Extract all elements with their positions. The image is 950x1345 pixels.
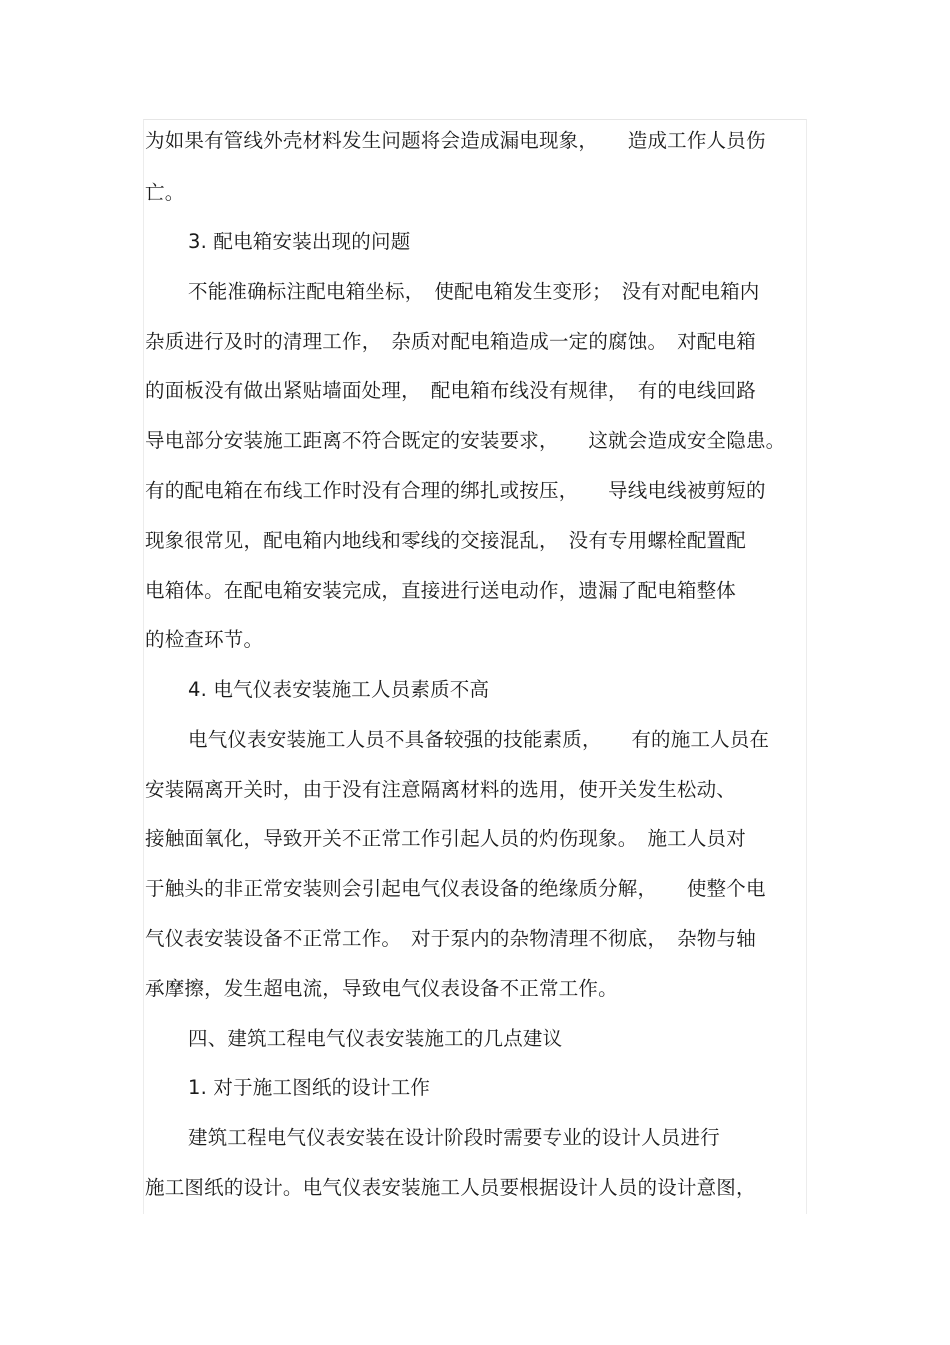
text-line: 有的配电箱在布线工作时没有合理的绑扎或按压， 导线电线被剪短的 — [145, 479, 766, 502]
text-line: 现象很常见，配电箱内地线和零线的交接混乱， 没有专用螺栓配置配 — [145, 529, 746, 552]
text-line: 的检查环节。 — [145, 628, 264, 651]
text-line: 承摩擦，发生超电流，导致电气仪表设备不正常工作。 — [145, 977, 618, 1000]
text-line: 建筑工程电气仪表安装在设计阶段时需要专业的设计人员进行 — [188, 1126, 720, 1149]
text-line: 气仪表安装设备不正常工作。 对于泵内的杂物清理不彻底， 杂物与轴 — [145, 927, 756, 950]
text-line: 亡。 — [145, 181, 185, 204]
section-heading: 1. 对于施工图纸的设计工作 — [188, 1076, 431, 1099]
section-heading: 四、建筑工程电气仪表安装施工的几点建议 — [188, 1027, 563, 1050]
text-line: 为如果有管线外壳材料发生问题将会造成漏电现象， 造成工作人员伤 — [145, 129, 766, 152]
text-line: 电箱体。在配电箱安装完成，直接进行送电动作，遗漏了配电箱整体 — [145, 579, 737, 602]
text-line: 安装隔离开关时，由于没有注意隔离材料的选用，使开关发生松动、 — [145, 778, 737, 801]
text-line: 的面板没有做出紧贴墙面处理， 配电箱布线没有规律， 有的电线回路 — [145, 379, 756, 402]
text-line: 电气仪表安装施工人员不具备较强的技能素质， 有的施工人员在 — [188, 728, 770, 751]
text-line: 不能准确标注配电箱坐标， 使配电箱发生变形； 没有对配电箱内 — [188, 280, 760, 303]
text-line: 导电部分安装施工距离不符合既定的安装要求， 这就会造成安全隐患。 — [145, 429, 786, 452]
text-line: 施工图纸的设计。电气仪表安装施工人员要根据设计人员的设计意图， — [145, 1176, 756, 1199]
text-line: 于触头的非正常安装则会引起电气仪表设备的绝缘质分解， 使整个电 — [145, 877, 766, 900]
text-line: 接触面氧化，导致开关不正常工作引起人员的灼伤现象。 施工人员对 — [145, 827, 746, 850]
section-heading: 3. 配电箱安装出现的问题 — [188, 230, 411, 253]
text-line: 杂质进行及时的清理工作， 杂质对配电箱造成一定的腐蚀。 对配电箱 — [145, 330, 756, 353]
section-heading: 4. 电气仪表安装施工人员素质不高 — [188, 678, 490, 701]
